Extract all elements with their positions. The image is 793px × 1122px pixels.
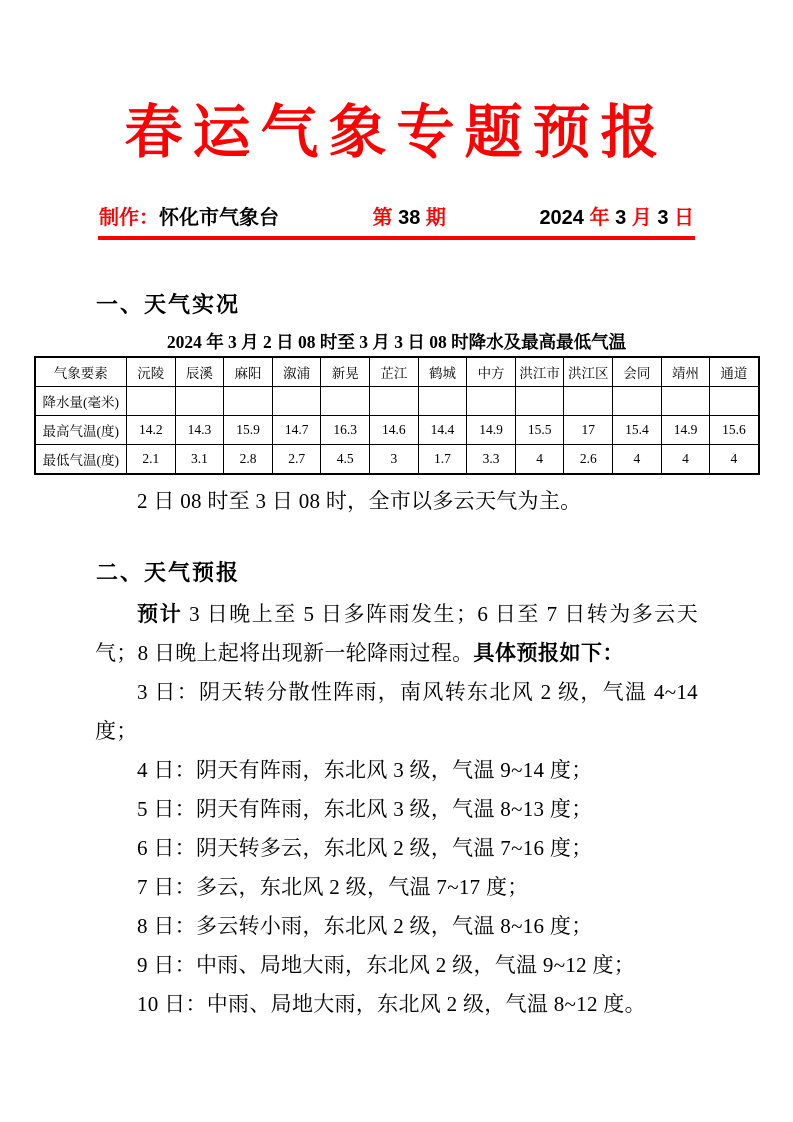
date-month-unit: 月: [626, 207, 658, 229]
table-value-cell: 14.9: [467, 416, 516, 445]
producer-label: 制作：: [99, 207, 159, 229]
weather-table: [34, 356, 760, 475]
table-station-header: 会同: [613, 357, 662, 387]
table-value-cell: 2.7: [272, 445, 321, 475]
forecast-intro-tail: 具体预报如下：: [473, 641, 624, 665]
table-value-cell: 15.9: [224, 416, 273, 445]
table-value-cell: 16.3: [321, 416, 370, 445]
forecast-item: 8 日：多云转小雨，东北风 2 级，气温 8~16 度；: [137, 914, 593, 938]
forecast-item: 4 日：阴天有阵雨，东北风 3 级，气温 9~14 度；: [137, 758, 593, 782]
issue-number: [373, 206, 446, 230]
table-value-cell: [370, 387, 419, 416]
weather-summary-note: 2 日 08 时至 3 日 08 时，全市以多云天气为主。: [137, 489, 582, 513]
table-value-cell: 3: [370, 445, 419, 475]
table-value-cell: 14.2: [127, 416, 176, 445]
table-station-header: 沅陵: [127, 357, 176, 387]
table-row-label: 最低气温(度): [35, 445, 127, 475]
table-value-cell: [661, 387, 710, 416]
table-station-header: 中方: [467, 357, 516, 387]
section1-heading: 一、天气实况: [96, 292, 241, 317]
table-row: [35, 445, 759, 475]
table-station-header: 洪江市: [515, 357, 564, 387]
table-value-cell: [175, 387, 224, 416]
issue-value: 38: [398, 207, 421, 229]
table-value-cell: [613, 387, 662, 416]
weather-table-body: [35, 387, 759, 475]
table-value-cell: [564, 387, 613, 416]
table-station-header: 辰溪: [175, 357, 224, 387]
table-row: [35, 387, 759, 416]
table-value-cell: 2.1: [127, 445, 176, 475]
red-divider: [98, 236, 695, 240]
date-day: 3: [657, 207, 669, 229]
table-station-header: 鹤城: [418, 357, 467, 387]
table-value-cell: 3.1: [175, 445, 224, 475]
table-value-cell: [710, 387, 759, 416]
table-value-cell: [321, 387, 370, 416]
masthead-meta-row: [99, 206, 694, 230]
table-station-header: 溆浦: [272, 357, 321, 387]
issue-suffix: 期: [420, 207, 446, 229]
table-value-cell: 17: [564, 416, 613, 445]
table-value-cell: 4.5: [321, 445, 370, 475]
producer: [99, 206, 279, 230]
forecast-item: 5 日：阴天有阵雨，东北风 3 级，气温 8~13 度；: [137, 797, 593, 821]
table-value-cell: 2.6: [564, 445, 613, 475]
table-value-cell: 2.8: [224, 445, 273, 475]
date-day-unit: 日: [668, 207, 694, 229]
table-value-cell: 14.9: [661, 416, 710, 445]
table-corner-header: 气象要素: [35, 357, 127, 387]
date-month: 3: [615, 207, 627, 229]
table-value-cell: 4: [710, 445, 759, 475]
table-value-cell: [515, 387, 564, 416]
forecast-item: 9 日：中雨、局地大雨，东北风 2 级，气温 9~12 度；: [137, 953, 636, 977]
table-value-cell: 14.7: [272, 416, 321, 445]
table-value-cell: 15.4: [613, 416, 662, 445]
table-row-label: 最高气温(度): [35, 416, 127, 445]
table-value-cell: 4: [661, 445, 710, 475]
forecast-item: 10 日：中雨、局地大雨，东北风 2 级，气温 8~12 度。: [137, 992, 646, 1016]
table-value-cell: 14.4: [418, 416, 467, 445]
producer-value: 怀化市气象台: [159, 207, 279, 229]
table-value-cell: [224, 387, 273, 416]
table-value-cell: 15.6: [710, 416, 759, 445]
table-station-header: 通道: [710, 357, 759, 387]
weather-table-title: 2024 年 3 月 2 日 08 时至 3 月 3 日 08 时降水及最高最低气温: [166, 332, 627, 352]
table-value-cell: 1.7: [418, 445, 467, 475]
table-value-cell: 4: [515, 445, 564, 475]
table-value-cell: [127, 387, 176, 416]
table-value-cell: [418, 387, 467, 416]
section2-heading: 二、天气预报: [96, 560, 241, 585]
weather-table-header-row: [35, 357, 759, 387]
document-title: 春运气象专题预报: [124, 100, 669, 165]
forecast-item: 7 日：多云，东北风 2 级，气温 7~17 度；: [137, 875, 529, 899]
forecast-intro-lead: 预计: [137, 602, 183, 626]
table-value-cell: [467, 387, 516, 416]
table-value-cell: 15.5: [515, 416, 564, 445]
table-value-cell: 4: [613, 445, 662, 475]
date-year: 2024: [539, 207, 584, 229]
date-year-unit: 年: [583, 207, 616, 229]
issue-date: [539, 206, 694, 230]
forecast-intro-body: 3 日晚上至 5 日多阵雨发生；6 日至 7 日转为多云天气；8 日晚上起将出现新一轮降雨过程。: [95, 602, 699, 665]
table-station-header: 麻阳: [224, 357, 273, 387]
forecast-item: 6 日：阴天转多云，东北风 2 级，气温 7~16 度；: [137, 836, 593, 860]
table-row: [35, 416, 759, 445]
forecast-intro: [95, 595, 698, 673]
forecast-item: 3 日：阴天转分散性阵雨，南风转东北风 2 级，气温 4~14 度；: [95, 680, 698, 743]
table-value-cell: 3.3: [467, 445, 516, 475]
table-station-header: 芷江: [370, 357, 419, 387]
issue-prefix: 第: [372, 207, 399, 229]
table-value-cell: 14.6: [370, 416, 419, 445]
forecast-list: [0, 673, 793, 1024]
table-row-label: 降水量(毫米): [35, 387, 127, 416]
table-station-header: 新晃: [321, 357, 370, 387]
table-station-header: 洪江区: [564, 357, 613, 387]
table-value-cell: [272, 387, 321, 416]
table-value-cell: 14.3: [175, 416, 224, 445]
table-station-header: 靖州: [661, 357, 710, 387]
